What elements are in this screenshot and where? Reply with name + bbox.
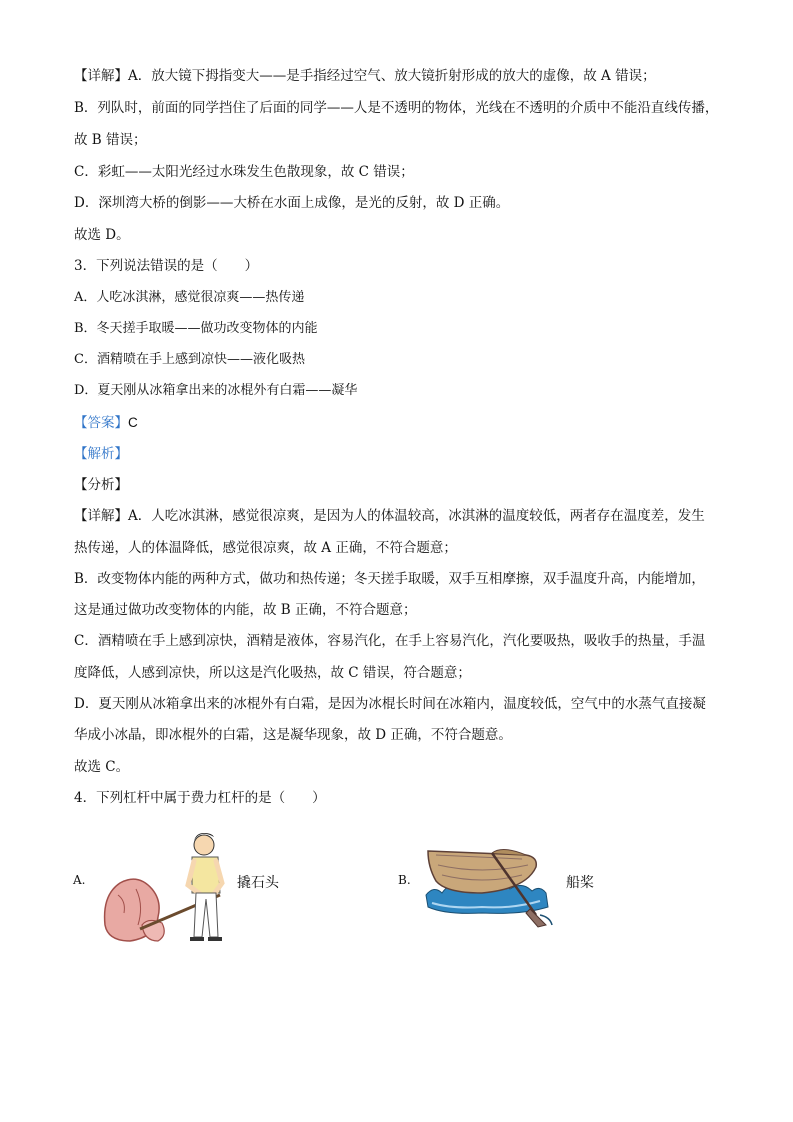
analysis-label: 【解析】 bbox=[74, 446, 128, 462]
conclusion-prev: 故选 D。 bbox=[74, 227, 130, 243]
detail-d: D．深圳湾大桥的倒影——大桥在水面上成像，是光的反射，故 D 正确。 bbox=[74, 195, 510, 211]
detail-c: C．彩虹——太阳光经过水珠发生色散现象，故 C 错误； bbox=[74, 164, 414, 180]
q3-stem: 3．下列说法错误的是（ ） bbox=[74, 258, 259, 274]
q4-option-b-label: B. bbox=[398, 873, 411, 887]
q3-detail-line7: D．夏天刚从冰箱拿出来的冰棍外有白霜，是因为冰棍长时间在冰箱内，温度较低，空气中的水蒸气直接凝 bbox=[74, 696, 706, 712]
answer-value: C bbox=[128, 415, 138, 430]
q3-detail-line5: C．酒精喷在手上感到凉快，酒精是液体，容易汽化，在手上容易汽化，汽化要吸热，吸收手的热量，手温 bbox=[74, 633, 706, 649]
q3-detail-line1: 【详解】A．人吃冰淇淋，感觉很凉爽，是因为人的体温较高，冰淇淋的温度较低，两者存在温度差，发生 bbox=[74, 508, 705, 524]
q3-detail-line2: 热传递，人的体温降低，感觉很凉爽，故 A 正确，不符合题意； bbox=[74, 540, 457, 556]
q3-answer bbox=[74, 413, 138, 433]
q3-detail-line6: 度降低，人感到凉快，所以这是汽化吸热，故 C 错误，符合题意； bbox=[74, 665, 471, 681]
q3-detail-line3: B．改变物体内能的两种方式，做功和热传递；冬天搓手取暖，双手互相摩擦，双手温度升高，内能增加， bbox=[74, 571, 705, 587]
fenxi-label: 【分析】 bbox=[74, 477, 128, 493]
q3-detail-line4: 这是通过做功改变物体的内能，故 B 正确，不符合题意； bbox=[74, 602, 417, 618]
answer-label: 【答案】 bbox=[74, 415, 128, 431]
q4-option-a-label: A. bbox=[73, 873, 86, 887]
detail-b-line1: B．列队时，前面的同学挡住了后面的同学——人是不透明的物体，光线在不透明的介质中不能沿直线传播， bbox=[74, 100, 719, 116]
q3-option-c: C．酒精喷在手上感到凉快——液化吸热 bbox=[74, 352, 305, 367]
boat-oar-illustration bbox=[422, 845, 557, 930]
q3-detail-line8: 华成小冰晶，即冰棍外的白霜，这是凝华现象，故 D 正确，不符合题意。 bbox=[74, 727, 512, 743]
q3-option-b: B．冬天搓手取暖——做功改变物体的内能 bbox=[74, 321, 318, 336]
q4-option-b-caption: 船桨 bbox=[566, 875, 594, 891]
q3-conclusion: 故选 C。 bbox=[74, 759, 130, 775]
pry-rock-illustration bbox=[100, 825, 235, 945]
q4-option-a-caption: 撬石头 bbox=[237, 875, 279, 891]
q3-option-a: A．人吃冰淇淋，感觉很凉爽——热传递 bbox=[74, 290, 305, 305]
q3-option-d: D．夏天刚从冰箱拿出来的冰棍外有白霜——凝华 bbox=[74, 383, 358, 398]
q4-stem: 4．下列杠杆中属于费力杠杆的是（ ） bbox=[74, 790, 326, 806]
detail-a: 【详解】A．放大镜下拇指变大——是手指经过空气、放大镜折射形成的放大的虚像，故 A 错误； bbox=[74, 68, 656, 84]
detail-b-line2: 故 B 错误； bbox=[74, 132, 147, 148]
